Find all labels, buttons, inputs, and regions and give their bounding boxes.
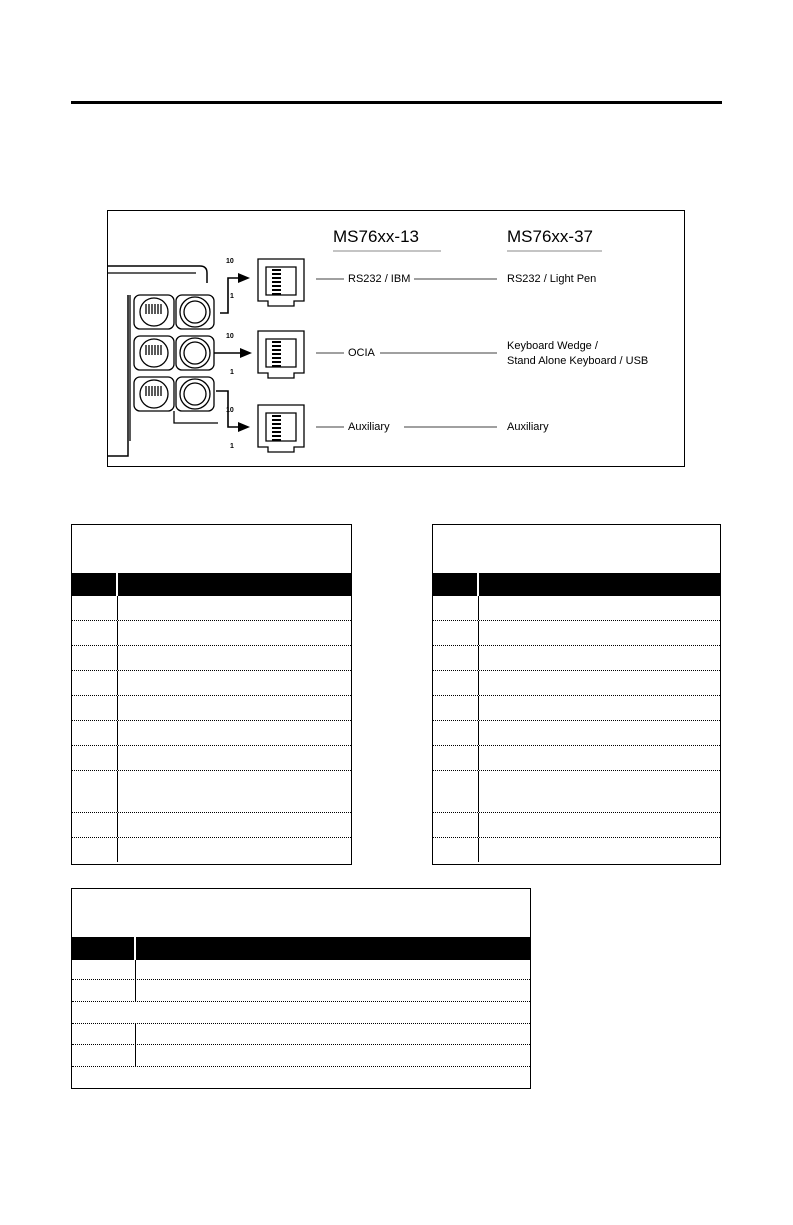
pin-1-label: 1: [230, 369, 234, 376]
pin-10-label: 10: [226, 258, 234, 265]
pin-table-bottom: [71, 888, 531, 1089]
table-row: [433, 646, 720, 671]
table-row: [433, 771, 720, 813]
connector-diagram: [107, 210, 685, 467]
table-header: [72, 937, 530, 960]
table-row: [72, 838, 351, 862]
table-header: [433, 573, 720, 596]
table-row: [72, 621, 351, 646]
table-row: [72, 1067, 530, 1088]
table-title-area: [433, 525, 720, 573]
pin-table-right: [432, 524, 721, 865]
table-header: [72, 573, 351, 596]
table-row: [433, 696, 720, 721]
table-row: [72, 1045, 530, 1067]
table-row: [72, 960, 530, 980]
table-title-area: [72, 525, 351, 573]
table-row: [433, 596, 720, 621]
table-title-area: [72, 889, 530, 937]
scanner-back-illustration: [108, 211, 685, 467]
table-row: [72, 671, 351, 696]
table-row: [72, 696, 351, 721]
table-row: [433, 838, 720, 862]
port2-ms37-label-line2: Stand Alone Keyboard / USB: [507, 355, 649, 367]
table-row: [72, 1024, 530, 1045]
table-row: [72, 596, 351, 621]
table-row: [72, 771, 351, 813]
pin-10-label: 10: [226, 407, 234, 414]
pin-10-label: 10: [226, 333, 234, 340]
table-row: [72, 980, 530, 1002]
table-row: [433, 671, 720, 696]
table-row: [72, 646, 351, 671]
port3-ms37-label: Auxiliary: [507, 421, 549, 433]
port2-ms37-label-line1: Keyboard Wedge /: [507, 340, 598, 352]
table-row: [72, 1002, 530, 1024]
table-row: [72, 746, 351, 771]
table-row: [433, 621, 720, 646]
table-row: [433, 721, 720, 746]
pin-1-label: 1: [230, 443, 234, 450]
port2-ms13-label: OCIA: [348, 347, 375, 359]
table-row: [433, 746, 720, 771]
table-row: [72, 813, 351, 838]
pin-table-left: [71, 524, 352, 865]
pin-1-label: 1: [230, 293, 234, 300]
port1-ms13-label: RS232 / IBM: [348, 273, 411, 285]
model-13-heading: MS76xx-13: [333, 227, 419, 246]
port1-ms37-label: RS232 / Light Pen: [507, 273, 597, 285]
table-row: [433, 813, 720, 838]
model-37-heading: MS76xx-37: [507, 227, 593, 246]
port3-ms13-label: Auxiliary: [348, 421, 390, 433]
table-row: [72, 721, 351, 746]
header-rule: [71, 101, 722, 104]
